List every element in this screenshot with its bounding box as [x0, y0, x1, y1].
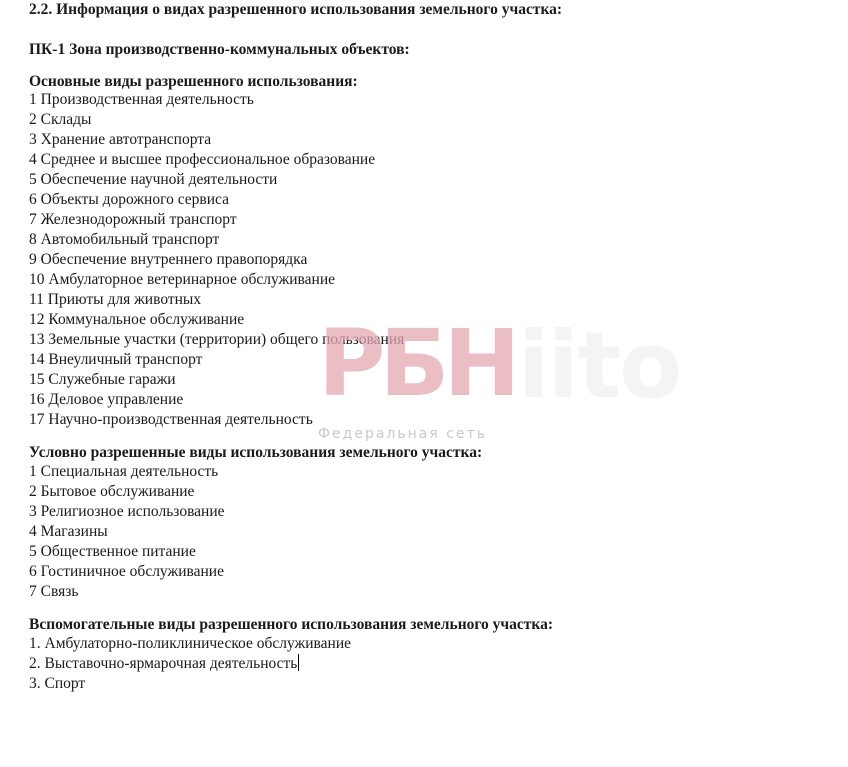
- auxiliary-uses-list: [29, 634, 351, 694]
- list-item-with-cursor[interactable]: [29, 654, 351, 674]
- list-item: 1 Производственная деятельность: [29, 91, 254, 108]
- list-item: 6 Объекты дорожного сервиса: [29, 191, 229, 208]
- list-item: 5 Общественное питание: [29, 543, 196, 560]
- list-item: 3 Религиозное использование: [29, 503, 225, 520]
- list-item: 14 Внеуличный транспорт: [29, 351, 203, 368]
- main-uses-heading: Основные виды разрешенного использования:: [29, 73, 358, 90]
- list-item: 4 Магазины: [29, 523, 108, 540]
- list-item-text: 2. Выставочно-ярмарочная деятельность: [29, 655, 298, 672]
- list-item: 6 Гостиничное обслуживание: [29, 563, 224, 580]
- list-item: 5 Обеспечение научной деятельности: [29, 171, 278, 188]
- auxiliary-uses-heading: Вспомогательные виды разрешенного использования земельного участка:: [29, 616, 554, 633]
- list-item: 16 Деловое управление: [29, 391, 184, 408]
- list-item: 4 Среднее и высшее профессиональное образование: [29, 151, 376, 168]
- list-item: 7 Железнодорожный транспорт: [29, 211, 237, 228]
- list-item: 3. Спорт: [29, 675, 86, 692]
- list-item: 17 Научно-производственная деятельность: [29, 411, 313, 428]
- list-item: 1 Специальная деятельность: [29, 463, 219, 480]
- list-item: 15 Служебные гаражи: [29, 371, 176, 388]
- section-heading: 2.2. Информация о видах разрешенного использования земельного участка:: [29, 1, 563, 18]
- list-item: 12 Коммунальное обслуживание: [29, 311, 245, 328]
- list-item: 9 Обеспечение внутреннего правопорядка: [29, 251, 308, 268]
- list-item: 1. Амбулаторно-поликлиническое обслуживание: [29, 635, 352, 652]
- text-cursor: [298, 654, 299, 671]
- main-uses-list: [29, 90, 404, 430]
- list-item: 11 Приюты для животных: [29, 291, 202, 308]
- list-item: 13 Земельные участки (территории) общего пользования: [29, 331, 405, 348]
- list-item: 2 Склады: [29, 111, 92, 128]
- list-item: 10 Амбулаторное ветеринарное обслуживание: [29, 271, 335, 288]
- conditional-uses-heading: Условно разрешенные виды использования земельного участка:: [29, 444, 483, 461]
- list-item: 3 Хранение автотранспорта: [29, 131, 212, 148]
- conditional-uses-list: [29, 462, 225, 602]
- list-item: 8 Автомобильный транспорт: [29, 231, 220, 248]
- list-item: 7 Связь: [29, 583, 79, 600]
- list-item: 2 Бытовое обслуживание: [29, 483, 195, 500]
- watermark-extra-text: iito: [518, 312, 681, 419]
- watermark-logo: РБН: [318, 310, 515, 417]
- watermark-subtitle: Федеральная сеть: [318, 426, 487, 442]
- zone-heading: ПК-1 Зона производственно-коммунальных объектов:: [29, 41, 410, 58]
